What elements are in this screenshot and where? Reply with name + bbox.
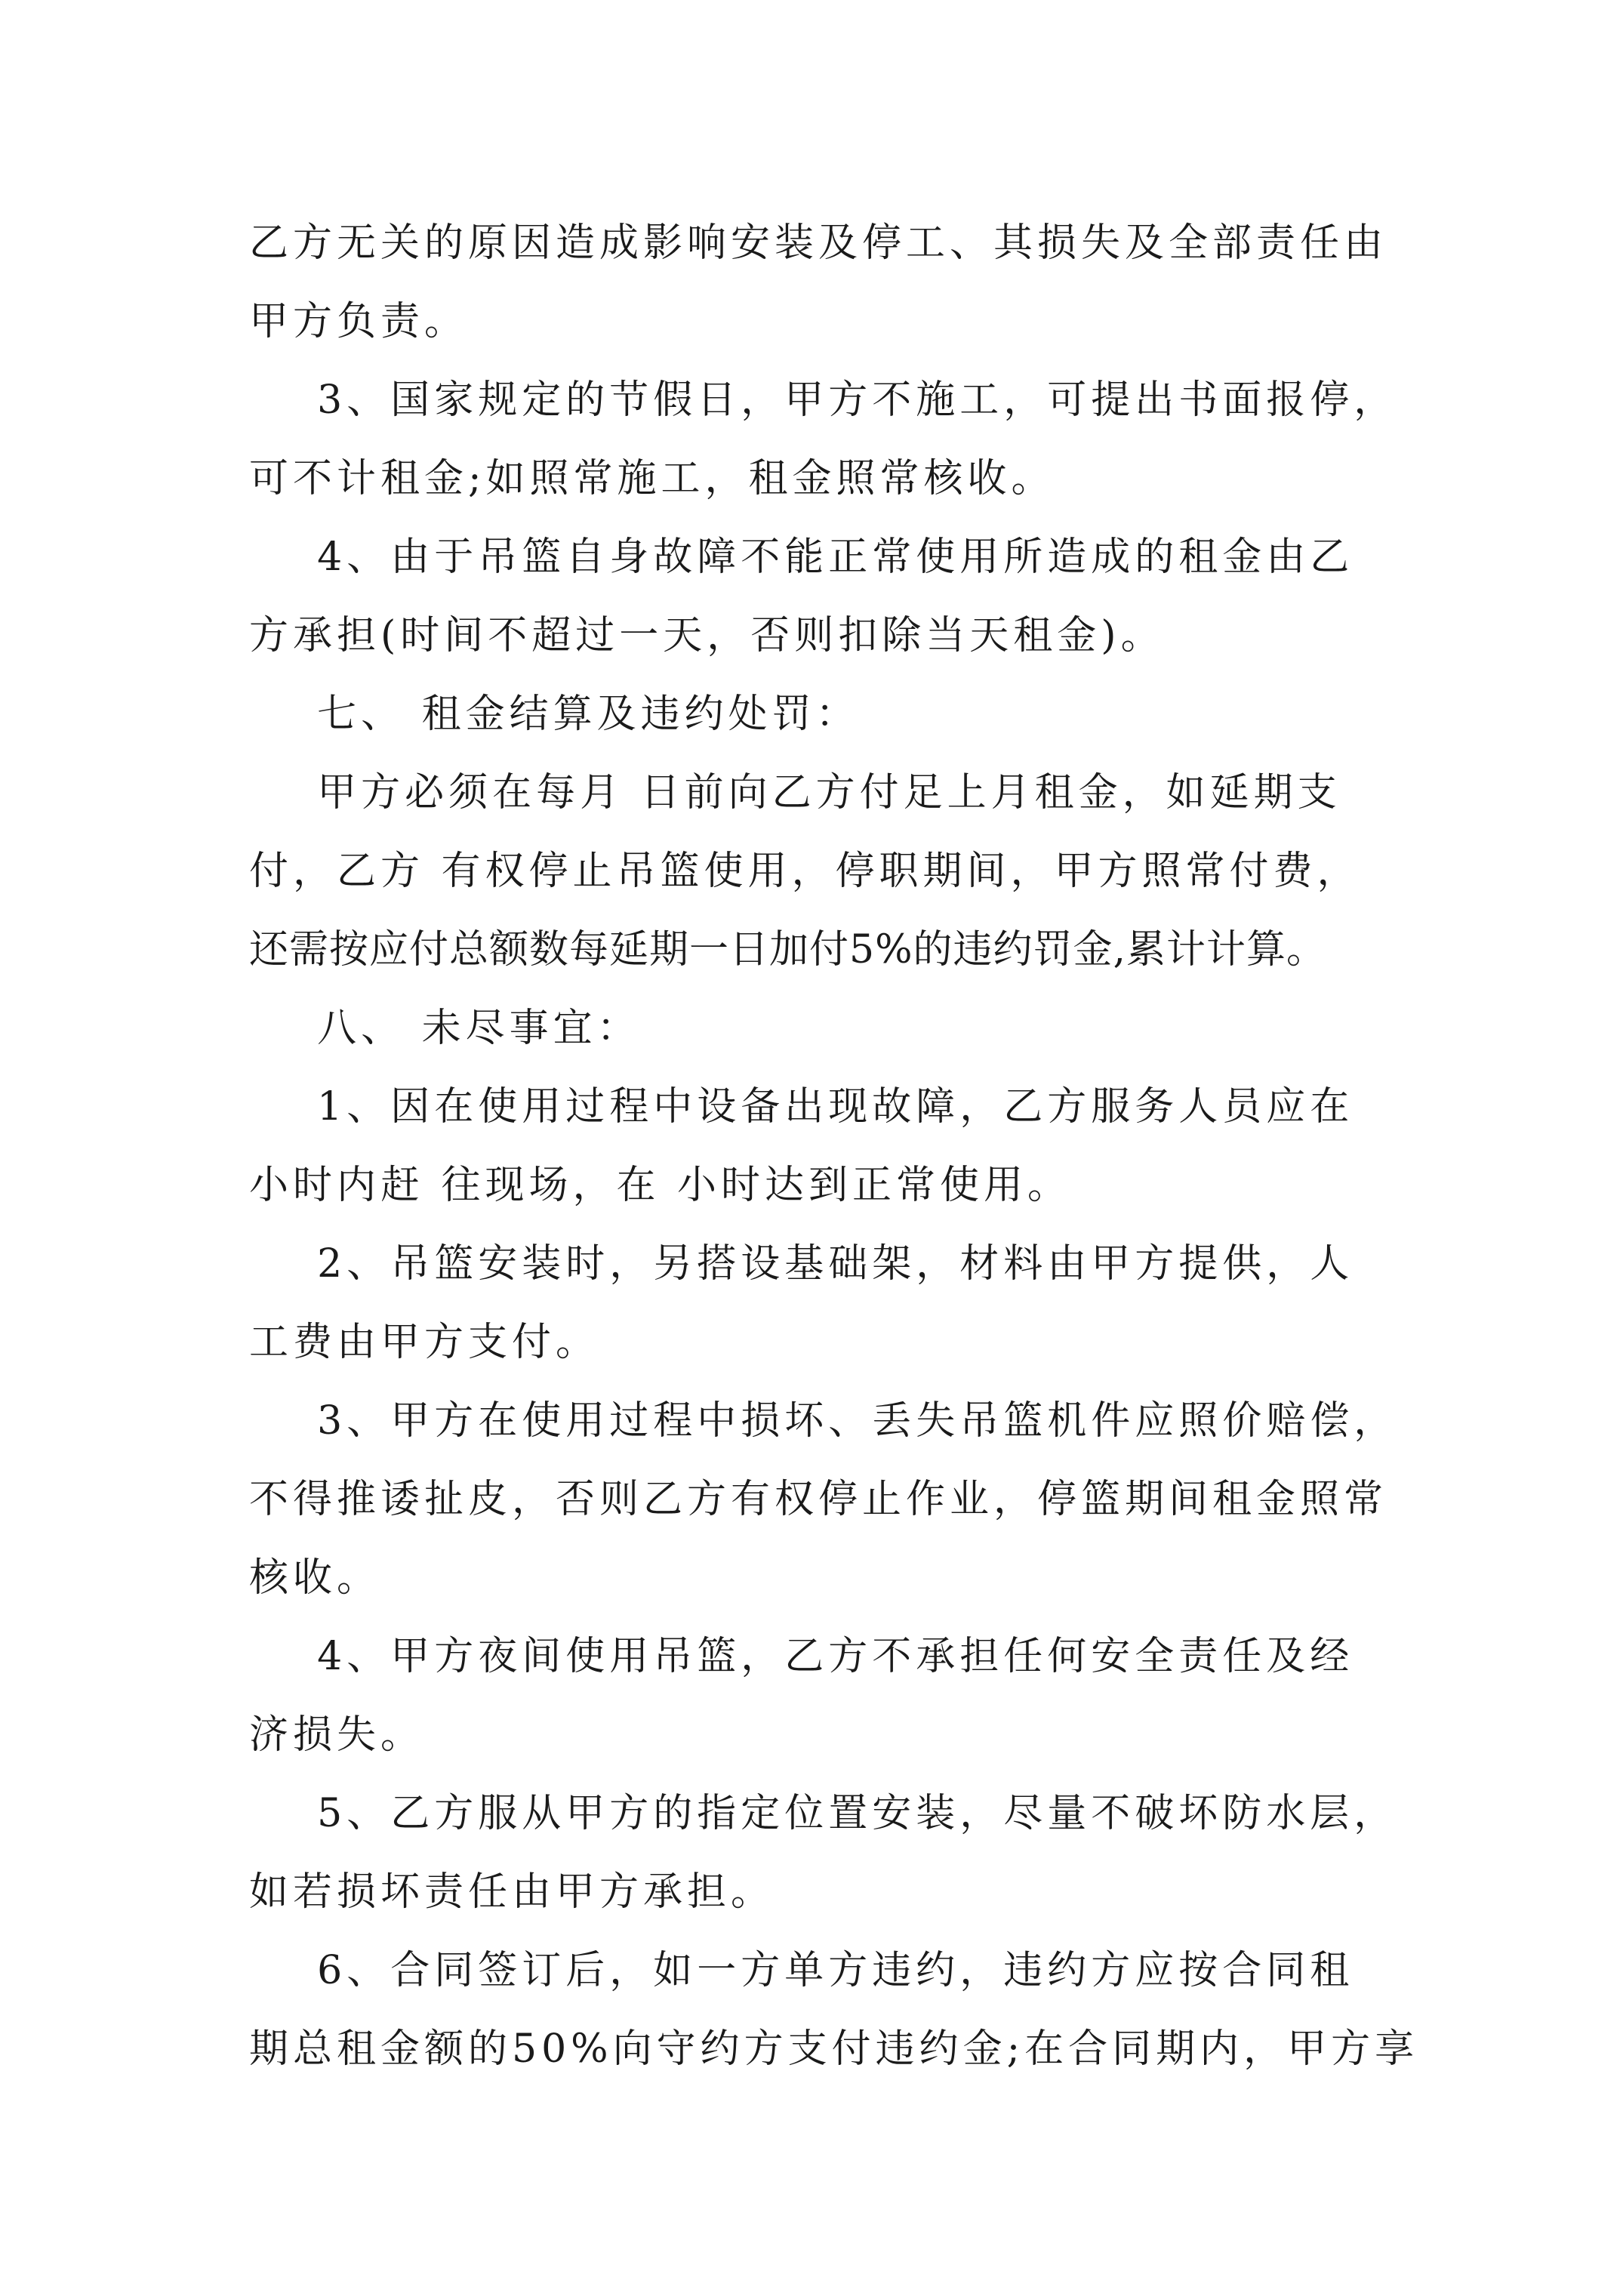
text-line: 5、乙方服从甲方的指定位置安装，尽量不破坏防水层， <box>249 1791 1398 1836</box>
text-line: 还需按应付总额数每延期一日加付5%的违约罚金,累计计算。 <box>249 927 1327 972</box>
text-line: 可不计租金;如照常施工，租金照常核收。 <box>249 456 1055 501</box>
text-line: 工费由甲方支付。 <box>249 1320 600 1365</box>
text-line: 3、国家规定的节假日，甲方不施工，可提出书面报停， <box>249 378 1398 423</box>
text-line: 付，乙方 有权停止吊篮使用，停职期间，甲方照常付费， <box>249 849 1361 894</box>
text-line: 6、合同签订后，如一方单方违约，违约方应按合同租 <box>249 1948 1354 1993</box>
text-line: 2、吊篮安装时，另搭设基础架，材料由甲方提供，人 <box>249 1241 1354 1287</box>
text-line: 4、由于吊篮自身故障不能正常使用所造成的租金由乙 <box>249 535 1354 580</box>
text-line: 期总租金额的50%向守约方支付违约金;在合同期内，甲方享 <box>249 2026 1419 2072</box>
text-line: 不得推诿扯皮，否则乙方有权停止作业，停篮期间租金照常 <box>249 1477 1388 1522</box>
text-line: 核收。 <box>249 1555 381 1601</box>
text-line: 如若损坏责任由甲方承担。 <box>249 1869 775 1915</box>
text-line: 乙方无关的原因造成影响安装及停工、其损失及全部责任由 <box>249 220 1388 266</box>
text-line: 方承担(时间不超过一天，否则扣除当天租金)。 <box>249 613 1165 658</box>
text-line: 小时内赶 往现场，在 小时达到正常使用。 <box>249 1163 1072 1208</box>
text-line: 甲方必须在每月 日前向乙方付足上月租金，如延期支 <box>249 770 1341 815</box>
text-line: 甲方负责。 <box>249 299 469 344</box>
section-heading: 七、 租金结算及违约处罚： <box>249 692 860 737</box>
section-heading: 八、 未尽事宜： <box>249 1006 641 1051</box>
text-line: 4、甲方夜间使用吊篮，乙方不承担任何安全责任及经 <box>249 1634 1354 1679</box>
text-line: 3、甲方在使用过程中损坏、丢失吊篮机件应照价赔偿， <box>249 1398 1398 1444</box>
text-line: 济损失。 <box>249 1712 425 1758</box>
text-line: 1、因在使用过程中设备出现故障，乙方服务人员应在 <box>249 1084 1354 1130</box>
